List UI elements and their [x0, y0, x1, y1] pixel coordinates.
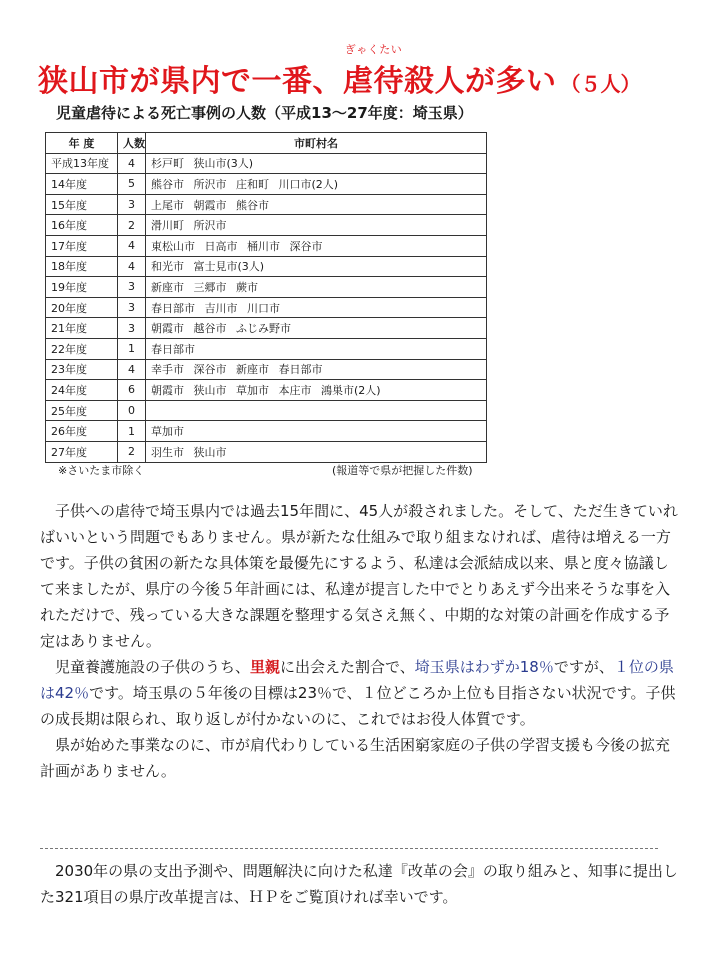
- table-row: [46, 235, 487, 256]
- count-cell: 3: [118, 297, 146, 318]
- p2-red: 里親: [250, 658, 281, 676]
- table-row: [46, 359, 487, 380]
- headline-ruby-reading: ぎゃくたい: [344, 43, 403, 56]
- table-row: [46, 421, 487, 442]
- table-row: [46, 380, 487, 401]
- cities-cell: 東松山市 日高市 桶川市 深谷市: [146, 235, 487, 256]
- year-cell: 25年度: [46, 400, 118, 421]
- header-count: 人数: [118, 133, 146, 154]
- note-left: ※さいたま市除く: [58, 464, 145, 477]
- footer-text: 2030年の県の支出予測や、問題解決に向けた私達『改革の会』の取り組みと、知事に提出した321項目の県庁改革提言は、ＨＰをご覧頂ければ幸いです。: [40, 862, 678, 906]
- table-row: [46, 194, 487, 215]
- cities-cell: 幸手市 深谷市 新座市 春日部市: [146, 359, 487, 380]
- cities-cell: 朝霞市 越谷市 ふじみ野市: [146, 318, 487, 339]
- year-cell: 20年度: [46, 297, 118, 318]
- year-cell: 26年度: [46, 421, 118, 442]
- year-cell: 27年度: [46, 441, 118, 462]
- table-row: [46, 338, 487, 359]
- paragraph-2: [40, 654, 680, 732]
- count-cell: 3: [118, 318, 146, 339]
- table-row: [46, 318, 487, 339]
- cities-cell: 和光市 富士見市(3人): [146, 256, 487, 277]
- cities-cell: 春日部市: [146, 338, 487, 359]
- year-cell: 23年度: [46, 359, 118, 380]
- dashed-divider: [40, 848, 658, 849]
- table-row: [46, 297, 487, 318]
- table-row: [46, 400, 487, 421]
- table-row: [46, 441, 487, 462]
- cities-cell: 滑川町 所沢市: [146, 215, 487, 236]
- year-cell: 17年度: [46, 235, 118, 256]
- p2-b: に出会えた割合で、: [280, 658, 415, 676]
- year-cell: 16年度: [46, 215, 118, 236]
- count-cell: 2: [118, 215, 146, 236]
- headline: [38, 43, 641, 100]
- count-cell: 3: [118, 277, 146, 298]
- table-header-row: [46, 133, 487, 154]
- cities-cell: 新座市 三郷市 蕨市: [146, 277, 487, 298]
- count-cell: 4: [118, 256, 146, 277]
- count-cell: 0: [118, 400, 146, 421]
- p2-a: 児童養護施設の子供のうち、: [55, 658, 251, 676]
- headline-count: （５人）: [560, 72, 641, 96]
- headline-ruby: [343, 43, 404, 100]
- note-right: (報道等で県が把握した件数): [332, 464, 473, 477]
- headline-part2: 殺人が多い: [404, 64, 557, 99]
- paragraph-1: 子供への虐待で埼玉県内では過去15年間に、45人が殺されました。そして、ただ生きていればいいという問題でもありません。県が新たな仕組みで取り組まなければ、虐待は増える一方です。子供の貧困の新たな具体策を最優先にするよう、私達は会派結成以来、県と度々協議して来ましたが、県庁の今後５年計画には、私達が提言した中でとりあえず今出来そうな事を入れただけで、残っている大きな課題を整理する気さえ無く、中期的な対策の計画を作成する予定はありません。: [40, 502, 678, 650]
- cities-cell: 春日部市 吉川市 川口市: [146, 297, 487, 318]
- count-cell: 1: [118, 338, 146, 359]
- table-row: [46, 174, 487, 195]
- table-row: [46, 256, 487, 277]
- header-year: 年 度: [46, 133, 118, 154]
- p2-d: です。埼玉県の５年後の目標は23％で、１位どころか上位も目指さない状況です。子供の成長期は限られ、取り返しが付かないのに、これではお役人体質です。: [40, 684, 676, 728]
- count-cell: 4: [118, 235, 146, 256]
- cities-cell: 朝霞市 狭山市 草加市 本庄市 鴻巣市(2人): [146, 380, 487, 401]
- footer-paragraph: [40, 858, 680, 910]
- year-cell: 18年度: [46, 256, 118, 277]
- table-row: [46, 277, 487, 298]
- count-cell: 4: [118, 153, 146, 174]
- count-cell: 2: [118, 441, 146, 462]
- count-cell: 3: [118, 194, 146, 215]
- count-cell: 4: [118, 359, 146, 380]
- year-cell: 22年度: [46, 338, 118, 359]
- count-cell: 1: [118, 421, 146, 442]
- deaths-table: [45, 132, 487, 463]
- p2-c: ですが、: [553, 658, 614, 676]
- table-title: 児童虐待による死亡事例の人数（平成13～27年度：埼玉県）: [56, 104, 473, 122]
- cities-cell: 羽生市 狭山市: [146, 441, 487, 462]
- headline-ruby-text: 虐待: [343, 64, 404, 99]
- cities-cell: [146, 400, 487, 421]
- header-cities: 市町村名: [146, 133, 487, 154]
- year-cell: 15年度: [46, 194, 118, 215]
- cities-cell: 熊谷市 所沢市 庄和町 川口市(2人): [146, 174, 487, 195]
- headline-part1: 狭山市が県内で一番、: [38, 64, 343, 99]
- table-row: [46, 215, 487, 236]
- year-cell: 24年度: [46, 380, 118, 401]
- year-cell: 14年度: [46, 174, 118, 195]
- cities-cell: 杉戸町 狭山市(3人): [146, 153, 487, 174]
- cities-cell: 草加市: [146, 421, 487, 442]
- count-cell: 6: [118, 380, 146, 401]
- count-cell: 5: [118, 174, 146, 195]
- year-cell: 21年度: [46, 318, 118, 339]
- paragraph-3: 県が始めた事業なのに、市が肩代わりしている生活困窮家庭の子供の学習支援も今後の拡充計画がありません。: [40, 736, 671, 780]
- year-cell: 平成13年度: [46, 153, 118, 174]
- year-cell: 19年度: [46, 277, 118, 298]
- body-text: [40, 498, 680, 784]
- cities-cell: 上尾市 朝霞市 熊谷市: [146, 194, 487, 215]
- table-row: [46, 153, 487, 174]
- p2-blue1: 埼玉県はわずか18％: [414, 658, 554, 676]
- p2-blue2: １位の県は42％: [40, 658, 674, 702]
